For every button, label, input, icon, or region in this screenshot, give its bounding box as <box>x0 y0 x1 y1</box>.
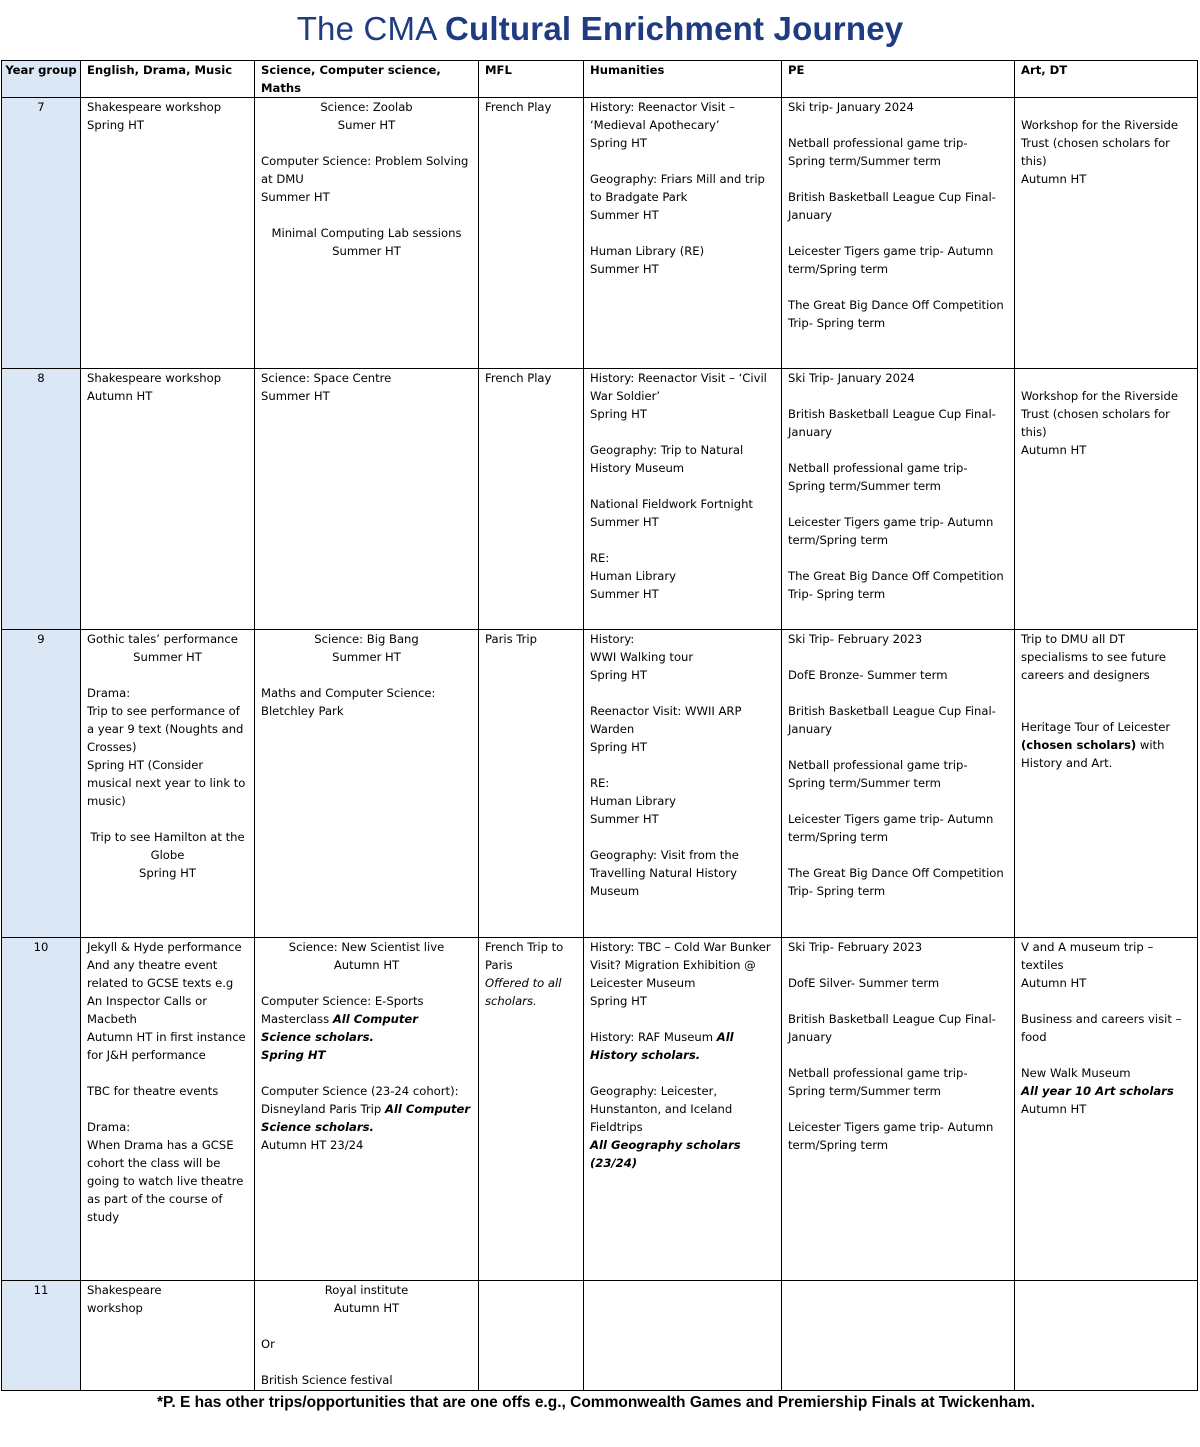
science-cell <box>255 369 479 630</box>
text-run: with History and Art. <box>1021 738 1165 770</box>
cell-line: Summer HT <box>590 262 659 276</box>
cell-line: Spring HT <box>590 407 647 421</box>
cell-line: History: Reenactor Visit – ‘Civil War Soldier’ <box>590 371 767 403</box>
pe-cell <box>782 630 1015 938</box>
cell-line: V and A museum trip – textiles <box>1021 940 1154 972</box>
cell-line: Summer HT <box>590 515 659 529</box>
cell-line: DofE Silver- Summer term <box>788 976 940 990</box>
year-cell: 7 <box>2 98 81 369</box>
header-pe: PE <box>782 61 1015 98</box>
cell-line: Autumn HT <box>1021 1102 1087 1116</box>
cell-line: Leicester Tigers game trip- Autumn term/Spring term <box>788 1120 994 1152</box>
cell-line: The Great Big Dance Off Competition Trip- Spring term <box>788 298 1004 330</box>
english-cell <box>81 938 255 1281</box>
cell-line: Spring HT <box>590 994 647 1008</box>
english-cell <box>81 369 255 630</box>
cell-line: Science: Big Bang <box>314 632 419 646</box>
cell-line: Ski Trip- January 2024 <box>788 371 915 385</box>
header-row <box>2 61 1198 98</box>
cell-line: Autumn HT <box>1021 976 1087 990</box>
cell-line: Geography: Leicester, Hunstanton, and Iceland Fieldtrips <box>590 1084 733 1134</box>
cell-line: Maths and Computer Science: Bletchley Park <box>261 686 436 718</box>
cell-line: When Drama has a GCSE cohort the class will be going to watch live theatre as part of the course of study <box>87 1138 244 1224</box>
cell-line: Shakespeare workshop <box>87 371 222 385</box>
header-humanities: Humanities <box>584 61 782 98</box>
cell-line: Shakespeare workshop <box>87 1283 162 1315</box>
cell-line <box>1021 718 1191 772</box>
cell-line <box>261 992 472 1046</box>
cell-line: Trip to see performance of a year 9 text (Noughts and Crosses) <box>87 704 244 754</box>
cell-line: Autumn HT <box>1021 443 1087 457</box>
cell-line: The Great Big Dance Off Competition Trip- Spring term <box>788 866 1004 898</box>
table-row <box>2 369 1198 630</box>
cell-line: British Basketball League Cup Final- January <box>788 407 996 439</box>
cell-line: The Great Big Dance Off Competition Trip- Spring term <box>788 569 1004 601</box>
cell-line: Science: Zoolab <box>320 100 413 114</box>
pe-cell <box>782 98 1015 369</box>
cell-line: Spring HT <box>590 668 647 682</box>
cell-line: Trip to DMU all DT specialisms to see future careers and designers <box>1021 632 1167 682</box>
cell-line: British Science festival <box>261 1373 393 1387</box>
cell-line: Ski Trip- February 2023 <box>788 940 923 954</box>
cell-line: Business and careers visit – food <box>1021 1012 1182 1044</box>
cell-line: Netball professional game trip- Spring term/Summer term <box>788 136 968 168</box>
cell-line: Autumn HT in first instance for J&H performance <box>87 1030 246 1062</box>
science-cell <box>255 630 479 938</box>
pe-cell <box>782 1281 1015 1391</box>
humanities-cell <box>584 630 782 938</box>
cell-line: Minimal Computing Lab sessions <box>271 226 462 240</box>
cell-line: Autumn HT <box>1021 172 1087 186</box>
text-run: Heritage Tour of Leicester <box>1021 720 1171 734</box>
cell-line <box>261 1082 472 1136</box>
cell-line: National Fieldwork Fortnight <box>590 497 753 511</box>
table-row <box>2 630 1198 938</box>
cell-line: Summer HT <box>590 812 659 826</box>
cell-line: Jekyll & Hyde performance <box>87 940 242 954</box>
mfl-cell <box>479 1281 584 1391</box>
cell-line: New Walk Museum <box>1021 1066 1131 1080</box>
cell-line: Spring HT <box>139 866 196 880</box>
cell-line: Summer HT <box>261 389 330 403</box>
cell-line: Ski trip- January 2024 <box>788 100 914 114</box>
cell-line: Trip to see Hamilton at the Globe <box>90 830 245 862</box>
cell-line: Science: New Scientist live <box>288 940 445 954</box>
cell-line: Netball professional game trip- Spring term/Summer term <box>788 758 968 790</box>
cell-line: British Basketball League Cup Final- January <box>788 1012 996 1044</box>
mfl-cell <box>479 938 584 1281</box>
cell-line: Or <box>261 1337 275 1351</box>
year-cell: 8 <box>2 369 81 630</box>
cell-line: Spring HT <box>261 1048 326 1062</box>
cell-line <box>590 1028 775 1064</box>
cell-line: Summer HT <box>590 208 659 222</box>
cell-line: Summer HT <box>332 650 401 664</box>
year-cell: 9 <box>2 630 81 938</box>
cell-line: RE: <box>590 776 610 790</box>
cell-line: Ski Trip- February 2023 <box>788 632 923 646</box>
cell-line: All Geography scholars (23/24) <box>590 1138 741 1170</box>
cell-line: Drama: <box>87 1120 131 1134</box>
cell-line: DofE Bronze- Summer term <box>788 668 948 682</box>
cell-line: History: <box>590 632 635 646</box>
art-cell <box>1015 98 1198 369</box>
pe-cell <box>782 938 1015 1281</box>
text-run: All History scholars. <box>590 1030 734 1062</box>
cell-line: Summer HT <box>261 190 330 204</box>
table-row <box>2 98 1198 369</box>
page-header <box>0 0 1200 58</box>
cell-line: Human Library <box>590 569 677 583</box>
art-cell <box>1015 630 1198 938</box>
text-run: (chosen scholars) <box>1021 738 1137 752</box>
cell-line: Autumn HT <box>333 958 400 972</box>
cell-line: Workshop for the Riverside Trust (chosen scholars for this) <box>1021 118 1179 168</box>
title-bold: Cultural Enrichment Journey <box>445 10 904 47</box>
cell-line: Autumn HT 23/24 <box>261 1138 364 1152</box>
cell-line: Geography: Trip to Natural History Museum <box>590 443 744 475</box>
page-title <box>297 10 904 48</box>
cell-line: Summer HT <box>133 650 202 664</box>
header-year: Year group <box>2 61 81 98</box>
mfl-cell: French Play <box>479 98 584 369</box>
art-cell <box>1015 369 1198 630</box>
mfl-cell: Paris Trip <box>479 630 584 938</box>
cell-line: British Basketball League Cup Final- January <box>788 190 996 222</box>
cell-line: Geography: Friars Mill and trip to Bradgate Park <box>590 172 765 204</box>
humanities-cell <box>584 938 782 1281</box>
text-run: Computer Science (23-24 cohort): Disneyland Paris Trip <box>261 1084 459 1116</box>
science-cell <box>255 1281 479 1391</box>
footnote: *P. E has other trips/opportunities that are one offs e.g., Commonwealth Games and Premiership Finals at Twickenham. <box>157 1394 1035 1411</box>
text-run: Computer Science: E-Sports Masterclass <box>261 994 424 1026</box>
cell-line: TBC for theatre events <box>87 1084 219 1098</box>
cell-line: Sumer HT <box>337 118 396 132</box>
text-run: All Computer Science scholars. <box>261 1102 471 1134</box>
mfl-cell: French Play <box>479 369 584 630</box>
cell-line: RE: <box>590 551 610 565</box>
english-cell <box>81 1281 255 1391</box>
cell-line: Spring HT <box>590 740 647 754</box>
cell-line: All year 10 Art scholars <box>1021 1084 1174 1098</box>
cell-line: History: TBC – Cold War Bunker Visit? Migration Exhibition @ Leicester Museum <box>590 940 771 990</box>
english-cell <box>81 630 255 938</box>
cell-line: Spring HT <box>87 118 144 132</box>
cell-line: Autumn HT <box>87 389 153 403</box>
humanities-cell <box>584 1281 782 1391</box>
cell-line: Leicester Tigers game trip- Autumn term/Spring term <box>788 515 994 547</box>
cell-line: Human Library (RE) <box>590 244 705 258</box>
cell-line: Computer Science: Problem Solving at DMU <box>261 154 469 186</box>
cell-line: Workshop for the Riverside Trust (chosen scholars for this) <box>1021 389 1179 439</box>
cell-line: History: Reenactor Visit – ‘Medieval Apothecary’ <box>590 100 735 132</box>
cell-line: Offered to all scholars. <box>485 976 562 1008</box>
pe-cell <box>782 369 1015 630</box>
cell-line: British Basketball League Cup Final- January <box>788 704 996 736</box>
cell-line: French Trip to Paris <box>485 940 564 972</box>
cell-line: Autumn HT <box>333 1301 400 1315</box>
cell-line: Royal institute <box>324 1283 409 1297</box>
cell-line: And any theatre event related to GCSE texts e.g An Inspector Calls or Macbeth <box>87 958 234 1026</box>
header-mfl: MFL <box>479 61 584 98</box>
title-plain: The CMA <box>296 10 445 47</box>
cell-line: Science: Space Centre <box>261 371 392 385</box>
year-cell: 10 <box>2 938 81 1281</box>
text-run: All Computer Science scholars. <box>261 1012 418 1044</box>
cell-line: WWI Walking tour <box>590 650 694 664</box>
cell-line: Geography: Visit from the Travelling Natural History Museum <box>590 848 739 898</box>
table-row <box>2 1281 1198 1391</box>
humanities-cell <box>584 369 782 630</box>
cell-line: Drama: <box>87 686 131 700</box>
cell-line: Summer HT <box>590 587 659 601</box>
cell-line: Human Library <box>590 794 677 808</box>
science-cell <box>255 98 479 369</box>
art-cell <box>1015 1281 1198 1391</box>
cell-line: Shakespeare workshop <box>87 100 222 114</box>
cell-line: Spring HT (Consider musical next year to link to music) <box>87 758 246 808</box>
art-cell <box>1015 938 1198 1281</box>
table-row <box>2 938 1198 1281</box>
cell-line: Gothic tales’ performance <box>87 632 238 646</box>
humanities-cell <box>584 98 782 369</box>
header-art: Art, DT <box>1015 61 1198 98</box>
text-run: History: RAF Museum <box>590 1030 717 1044</box>
year-cell: 11 <box>2 1281 81 1391</box>
cell-line: Reenactor Visit: WWII ARP Warden <box>590 704 742 736</box>
cell-line: Netball professional game trip- Spring term/Summer term <box>788 1066 968 1098</box>
header-english: English, Drama, Music <box>81 61 255 98</box>
cell-line: Leicester Tigers game trip- Autumn term/Spring term <box>788 244 994 276</box>
cell-line: Netball professional game trip- Spring term/Summer term <box>788 461 968 493</box>
header-science: Science, Computer science, Maths <box>255 61 479 98</box>
english-cell <box>81 98 255 369</box>
cell-line: Leicester Tigers game trip- Autumn term/Spring term <box>788 812 994 844</box>
science-cell <box>255 938 479 1281</box>
cell-line: Summer HT <box>332 244 401 258</box>
cell-line: Spring HT <box>590 136 647 150</box>
enrichment-table <box>1 60 1198 1391</box>
